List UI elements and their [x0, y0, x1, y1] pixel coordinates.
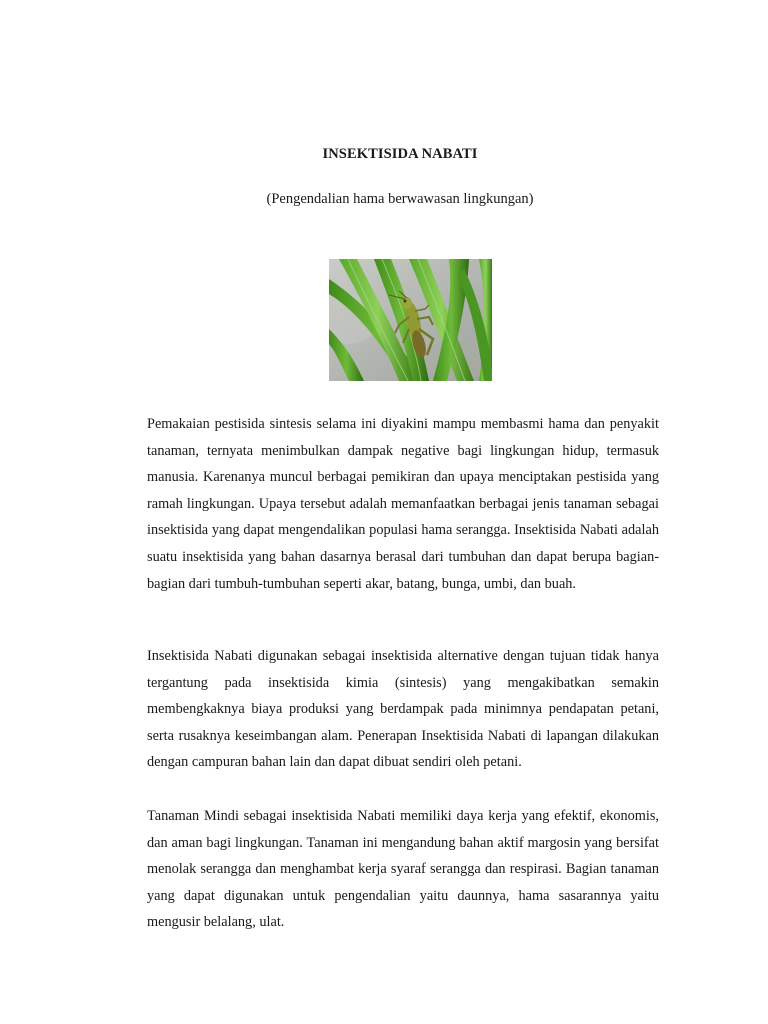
document-subtitle: (Pengendalian hama berwawasan lingkungan) — [266, 191, 534, 207]
paragraph-1: Pemakaian pestisida sintesis selama ini diyakini mampu membasmi hama dan penyakit tanaman, ternyata menimbulkan dampak negative bagi lingkungan hidup, termasuk manusia. Karenanya muncul berbagai pemikiran dan upaya menciptakan pestisida yang ramah lingkungan. Upaya tersebut adalah memanfaatkan berbagai jenis tanaman sebagai insektisida yang dapat mengendalikan populasi hama serangga. Insektisida Nabati adalah suatu insektisida yang bahan dasarnya berasal dari tumbuhan dan dapat berupa bagian-bagian dari tumbuh-tumbuhan seperti akar, batang, bunga, umbi, dan buah. — [147, 416, 659, 592]
document-title: INSEKTISIDA NABATI — [322, 146, 478, 162]
paragraph-2: Insektisida Nabati digunakan sebagai insektisida alternative dengan tujuan tidak hanya tergantung pada insektisida kimia (sintesis) yang mengakibatkan semakin membengkaknya biaya produksi yang berdampak pada minimnya pendapatan petani, serta rusaknya keseimbangan alam. Penerapan Insektisida Nabati di lapangan dilakukan dengan campuran bahan lain dan dapat dibuat sendiri oleh petani. — [147, 648, 659, 771]
paragraph-3: Tanaman Mindi sebagai insektisida Nabati memiliki daya kerja yang efektif, ekonomis, dan aman bagi lingkungan. Tanaman ini mengandung bahan aktif margosin yang bersifat menolak serangga dan menghambat kerja syaraf serangga dan respirasi. Bagian tanaman yang dapat digunakan untuk pengendalian yaitu daunnya, hama sasarannya yaitu mengusir belalang, ulat. — [147, 808, 659, 931]
grasshopper-photo — [329, 259, 492, 381]
